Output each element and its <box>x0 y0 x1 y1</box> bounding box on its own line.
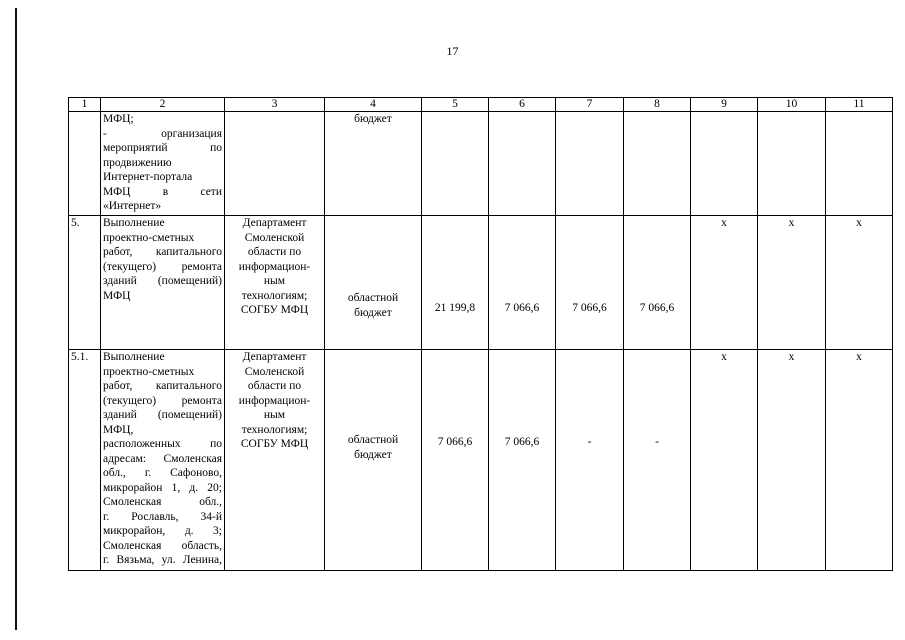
left-margin-rule <box>15 8 17 630</box>
description-line: адресам: Смоленская <box>103 452 222 465</box>
year-value-cell <box>489 216 556 350</box>
executor-line: области по <box>247 380 302 392</box>
total-value: 7 066,6 <box>437 436 473 448</box>
table-header-row <box>69 98 893 112</box>
year-value: - <box>655 436 659 448</box>
year-value-cell <box>624 350 691 571</box>
value-cell <box>758 112 826 216</box>
header-cell: 4 <box>325 98 422 112</box>
header-cell: 1 <box>69 98 101 112</box>
description-line: г. Рославль, 34-й <box>103 510 222 523</box>
year-value-cell <box>489 350 556 571</box>
executor-line: области по <box>247 246 302 258</box>
description-line: - организация <box>103 127 222 140</box>
indicator-cell: х <box>758 216 826 350</box>
header-cell: 3 <box>225 98 325 112</box>
indicator-cell: х <box>758 350 826 571</box>
executor-line: технологиям; <box>241 423 308 436</box>
description-line: (текущего) ремонта <box>103 394 222 407</box>
header-cell: 10 <box>758 98 826 112</box>
value-cell <box>826 112 893 216</box>
executor-line: Смоленской <box>244 365 305 378</box>
year-value: 7 066,6 <box>572 302 607 314</box>
indicator-cell: х <box>826 350 893 571</box>
value-cell <box>422 112 489 216</box>
year-value-cell <box>624 216 691 350</box>
description-line: продвижению <box>103 156 172 169</box>
description-line: Смоленская область, <box>103 539 222 552</box>
year-value: 7 066,6 <box>504 302 540 314</box>
description-line: обл., г. Сафоново, <box>103 467 222 479</box>
executor-cell <box>225 350 325 571</box>
executor-line: Смоленской <box>244 231 305 244</box>
measure-description-cell <box>101 350 225 571</box>
funding-source-line: областной <box>347 434 399 446</box>
description-line: зданий (помещений) <box>103 409 222 421</box>
description-line: работ, капитального <box>103 380 222 392</box>
description-line: г. Вязьма, ул. Ленина, <box>103 554 222 566</box>
description-line: Выполнение <box>103 351 165 363</box>
description-line: «Интернет» <box>103 200 162 212</box>
budget-table <box>68 97 893 571</box>
description-line: расположенных по <box>103 438 222 450</box>
description-line: МФЦ в сети <box>103 185 222 198</box>
funding-source-cell <box>325 216 422 350</box>
description-line: МФЦ; <box>103 113 134 125</box>
executor-line: ным <box>263 275 286 287</box>
description-line: МФЦ, <box>103 423 134 436</box>
table-row <box>69 216 893 350</box>
executor-line: информацион- <box>238 260 311 273</box>
year-value: 7 066,6 <box>639 302 675 314</box>
row-number-cell: 5. <box>69 216 101 350</box>
header-cell: 8 <box>624 98 691 112</box>
funding-source-line: бюджет <box>354 306 392 319</box>
funding-source-line: областной <box>347 292 399 304</box>
header-cell: 9 <box>691 98 758 112</box>
description-line: (текущего) ремонта <box>103 260 222 273</box>
value-cell <box>691 112 758 216</box>
value-cell <box>624 112 691 216</box>
header-cell: 6 <box>489 98 556 112</box>
description-line: микрорайон 1, д. 20; <box>103 481 222 494</box>
description-line: МФЦ <box>103 289 131 302</box>
indicator-cell: х <box>691 216 758 350</box>
header-cell: 7 <box>556 98 624 112</box>
header-cell: 11 <box>826 98 893 112</box>
description-line: Выполнение <box>103 217 165 229</box>
funding-source-line: бюджет <box>354 448 392 461</box>
year-value-cell <box>556 216 624 350</box>
total-value-cell <box>422 350 489 571</box>
table-row <box>69 350 893 571</box>
year-value-cell <box>556 350 624 571</box>
funding-source-cell <box>325 350 422 571</box>
executor-line: информацион- <box>238 394 311 407</box>
year-value: - <box>587 436 592 448</box>
measure-description-cell <box>101 112 225 216</box>
page-number: 17 <box>446 44 459 58</box>
executor-line: ным <box>263 409 286 421</box>
description-line: зданий (помещений) <box>103 275 222 287</box>
total-value-cell <box>422 216 489 350</box>
executor-line: технологиям; <box>241 289 308 302</box>
row-number-cell: 5.1. <box>69 350 101 571</box>
executor-line: СОГБУ МФЦ <box>240 438 309 450</box>
executor-cell <box>225 112 325 216</box>
funding-source-cell: бюджет <box>325 112 422 216</box>
executor-cell <box>225 216 325 350</box>
description-line: проектно-сметных <box>103 231 195 244</box>
indicator-cell: х <box>691 350 758 571</box>
measure-description-cell <box>101 216 225 350</box>
row-number-cell <box>69 112 101 216</box>
executor-line: Департамент <box>242 351 307 363</box>
total-value: 21 199,8 <box>434 302 476 314</box>
year-value: 7 066,6 <box>504 436 540 448</box>
description-line: мероприятий по <box>103 142 222 154</box>
value-cell <box>556 112 624 216</box>
description-line: Смоленская обл., <box>103 496 222 508</box>
description-line: микрорайон, д. 3; <box>103 525 222 537</box>
table-row <box>69 112 893 216</box>
executor-line: СОГБУ МФЦ <box>240 304 309 316</box>
description-line: проектно-сметных <box>103 365 195 378</box>
description-line: Интернет-портала <box>103 171 193 183</box>
value-cell <box>489 112 556 216</box>
executor-line: Департамент <box>242 217 307 229</box>
header-cell: 2 <box>101 98 225 112</box>
description-line: работ, капитального <box>103 246 222 258</box>
header-cell: 5 <box>422 98 489 112</box>
indicator-cell: х <box>826 216 893 350</box>
